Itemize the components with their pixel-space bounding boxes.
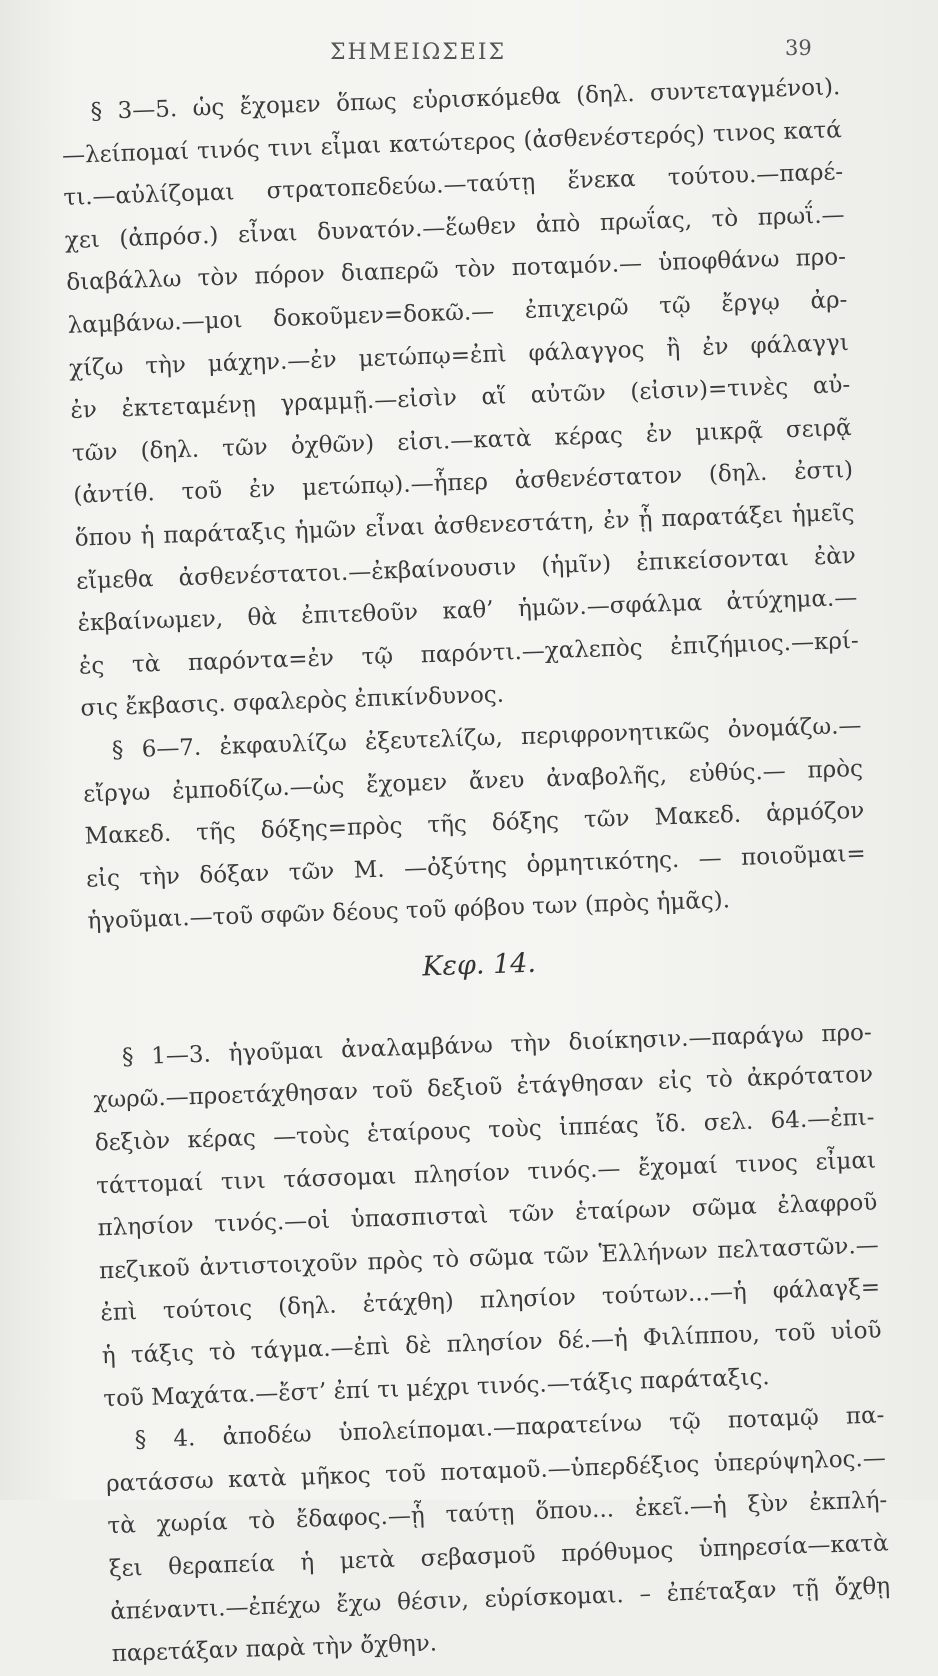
text-line: (ἀντίθ. τοῦ ἐν μετώπῳ).—ἧπερ ἀσθενέστατον (δηλ. ἐστι) xyxy=(72,457,854,510)
text-line: λαμβάνω.—μοι δοκοῦμεν=δοκῶ.— ἐπιχειρῶ τῷ ἔργῳ ἀρ- xyxy=(67,286,848,339)
text-line: εἴργω ἐμποδίζω.—ὡς ἔχομεν ἄνευ ἀναβολῆς, εὐθύς.— πρὸς xyxy=(82,755,864,808)
text-line: τοῦ Μαχάτα.—ἔστ’ ἐπί τι μέχρι τινός.—τάξις παράταξις. xyxy=(102,1363,771,1412)
text-line: τι.—αὐλίζομαι στρατοπεδεύω.—ταύτῃ ἕνεκα τούτου.—παρέ- xyxy=(63,159,844,212)
text-line: —λείπομαί τινός τινι εἶμαι κατώτερος (ἀσθενέστερός) τινος κατά xyxy=(61,116,843,169)
text-line: ἀπέναντι.—ἐπέχω ἔχω θέσιν, εὑρίσκομαι. – ἐπέταξαν τῇ ὄχθῃ xyxy=(109,1572,891,1625)
text-line: ρατάσσω κατὰ μῆκος τοῦ ποταμοῦ.—ὑπερδέξιος ὑπερύψηλος.— xyxy=(105,1445,887,1498)
page-number: 39 xyxy=(785,36,812,60)
text-line: ἡ τάξις τὸ τάγμα.—ἐπὶ δὲ πλησίον δέ.—ἡ Φιλίππου, τοῦ υἱοῦ xyxy=(101,1317,882,1370)
text-line: εἴμεθα ἀσθενέστατοι.—ἐκβαίνουσιν (ἡμῖν) ἐπικείσονται ἐὰν xyxy=(75,542,857,595)
text-line: χίζω τὴν μάχην.—ἐν μετώπῳ=ἐπὶ φάλαγγος ἢ ἐν φάλαγγι xyxy=(68,329,850,382)
text-line: τὰ χωρία τὸ ἔδαφος.—ᾗ ταύτῃ ὅπου... ἐκεῖ.—ἡ ξὺν ἐκπλή- xyxy=(107,1487,888,1540)
text-line: εἰς τὴν δόξαν τῶν Μ. —ὀξύτης ὁρμητικότης. — ποιοῦμαι= xyxy=(85,840,867,893)
text-line: § 6—7. ἐκφαυλίζω ἐξευτελίζω, περιφρονητικῶς ὀνομάζω.— xyxy=(111,712,862,764)
text-line: πλησίον τινός.—οἱ ὑπασπισταὶ τῶν ἑταίρων σῶμα ἐλαφροῦ xyxy=(97,1189,878,1242)
text-line: χει (ἀπρόσ.) εἶναι δυνατόν.—ἕωθεν ἀπὸ πρωΐας, τὸ πρωΐ.— xyxy=(64,201,845,254)
notes-body xyxy=(60,66,902,1676)
text-line: τάττομαί τινι τάσσομαι πλησίον τινός.— ἔχομαί τινος εἶμαι xyxy=(95,1147,877,1200)
text-line: διαβάλλω τὸν πόρον διαπερῶ τὸν ποταμόν.— ὑποφθάνω προ- xyxy=(65,244,847,297)
text-line: ξει θεραπεία ἡ μετὰ σεβασμοῦ πρόθυμος ὑπηρεσία—κατὰ xyxy=(108,1530,890,1583)
text-line: § 1—3. ἡγοῦμαι ἀναλαμβάνω τὴν διοίκησιν.—παράγω προ- xyxy=(121,1019,873,1071)
text-line: δεξιὸν κέρας —τοὺς ἑταίρους τοὺς ἱππέας ἴδ. σελ. 64.—ἐπι- xyxy=(94,1104,875,1157)
chapter-heading: Κεφ. 14. xyxy=(421,947,537,983)
text-line: παρετάξαν παρὰ τὴν ὄχθην. xyxy=(111,1630,438,1668)
text-line: ἐς τὰ παρόντα=ἐν τῷ παρόντι.—χαλεπὸς ἐπιζήμιος.—κρί- xyxy=(78,627,860,680)
running-title: ΣΗΜΕΙΩΣΕΙΣ xyxy=(330,40,507,65)
notes-block-chapter-14 xyxy=(91,1011,902,1676)
text-line: § 3—5. ὡς ἔχομεν ὅπως εὑρισκόμεθα (δηλ. συντεταγμένοι). xyxy=(90,74,841,125)
notes-block-chapter-13 xyxy=(60,66,878,944)
text-line: πεζικοῦ ἀντιστοιχοῦν πρὸς τὸ σῶμα τῶν Ἑλλήνων πελταστῶν.— xyxy=(98,1232,880,1285)
text-line: ἐκβαίνωμεν, θὰ ἐπιτεθοῦν καθ’ ἡμῶν.—σφάλμα ἀτύχημα.— xyxy=(77,584,858,637)
text-line: § 4. ἀποδέω ὑπολείπομαι.—παρατείνω τῷ ποταμῷ πα- xyxy=(134,1402,885,1454)
text-line: ἐπὶ τούτοις (δηλ. ἐτάχθη) πλησίον τούτων...—ἡ φάλαγξ= xyxy=(100,1274,881,1327)
text-line: ὅπου ἡ παράταξις ἡμῶν εἶναι ἀσθενεστάτη, ἐν ᾗ παρατάξει ἡμεῖς xyxy=(74,499,855,552)
text-line: Μακεδ. τῆς δόξης=πρὸς τῆς δόξης τῶν Μακεδ. ἁρμόζον xyxy=(84,797,865,850)
text-line: σις ἔκβασις. σφαλερὸς ἐπικίνδυνος. xyxy=(80,681,505,722)
text-line: χωρῶ.—προετάχθησαν τοῦ δεξιοῦ ἐτάγθησαν εἰς τὸ ἀκρότατον xyxy=(93,1062,874,1114)
text-line: ἡγοῦμαι.—τοῦ σφῶν δέους τοῦ φόβου των (πρὸς ἡμᾶς). xyxy=(87,887,731,935)
text-line: ἐν ἐκτεταμένῃ γραμμῇ.—εἰσὶν αἵ αὐτῶν (εἰσιν)=τινὲς αὐ- xyxy=(70,372,851,424)
text-line: τῶν (δηλ. τῶν ὀχθῶν) εἰσι.—κατὰ κέρας ἐν μικρᾷ σειρᾷ xyxy=(71,414,852,467)
